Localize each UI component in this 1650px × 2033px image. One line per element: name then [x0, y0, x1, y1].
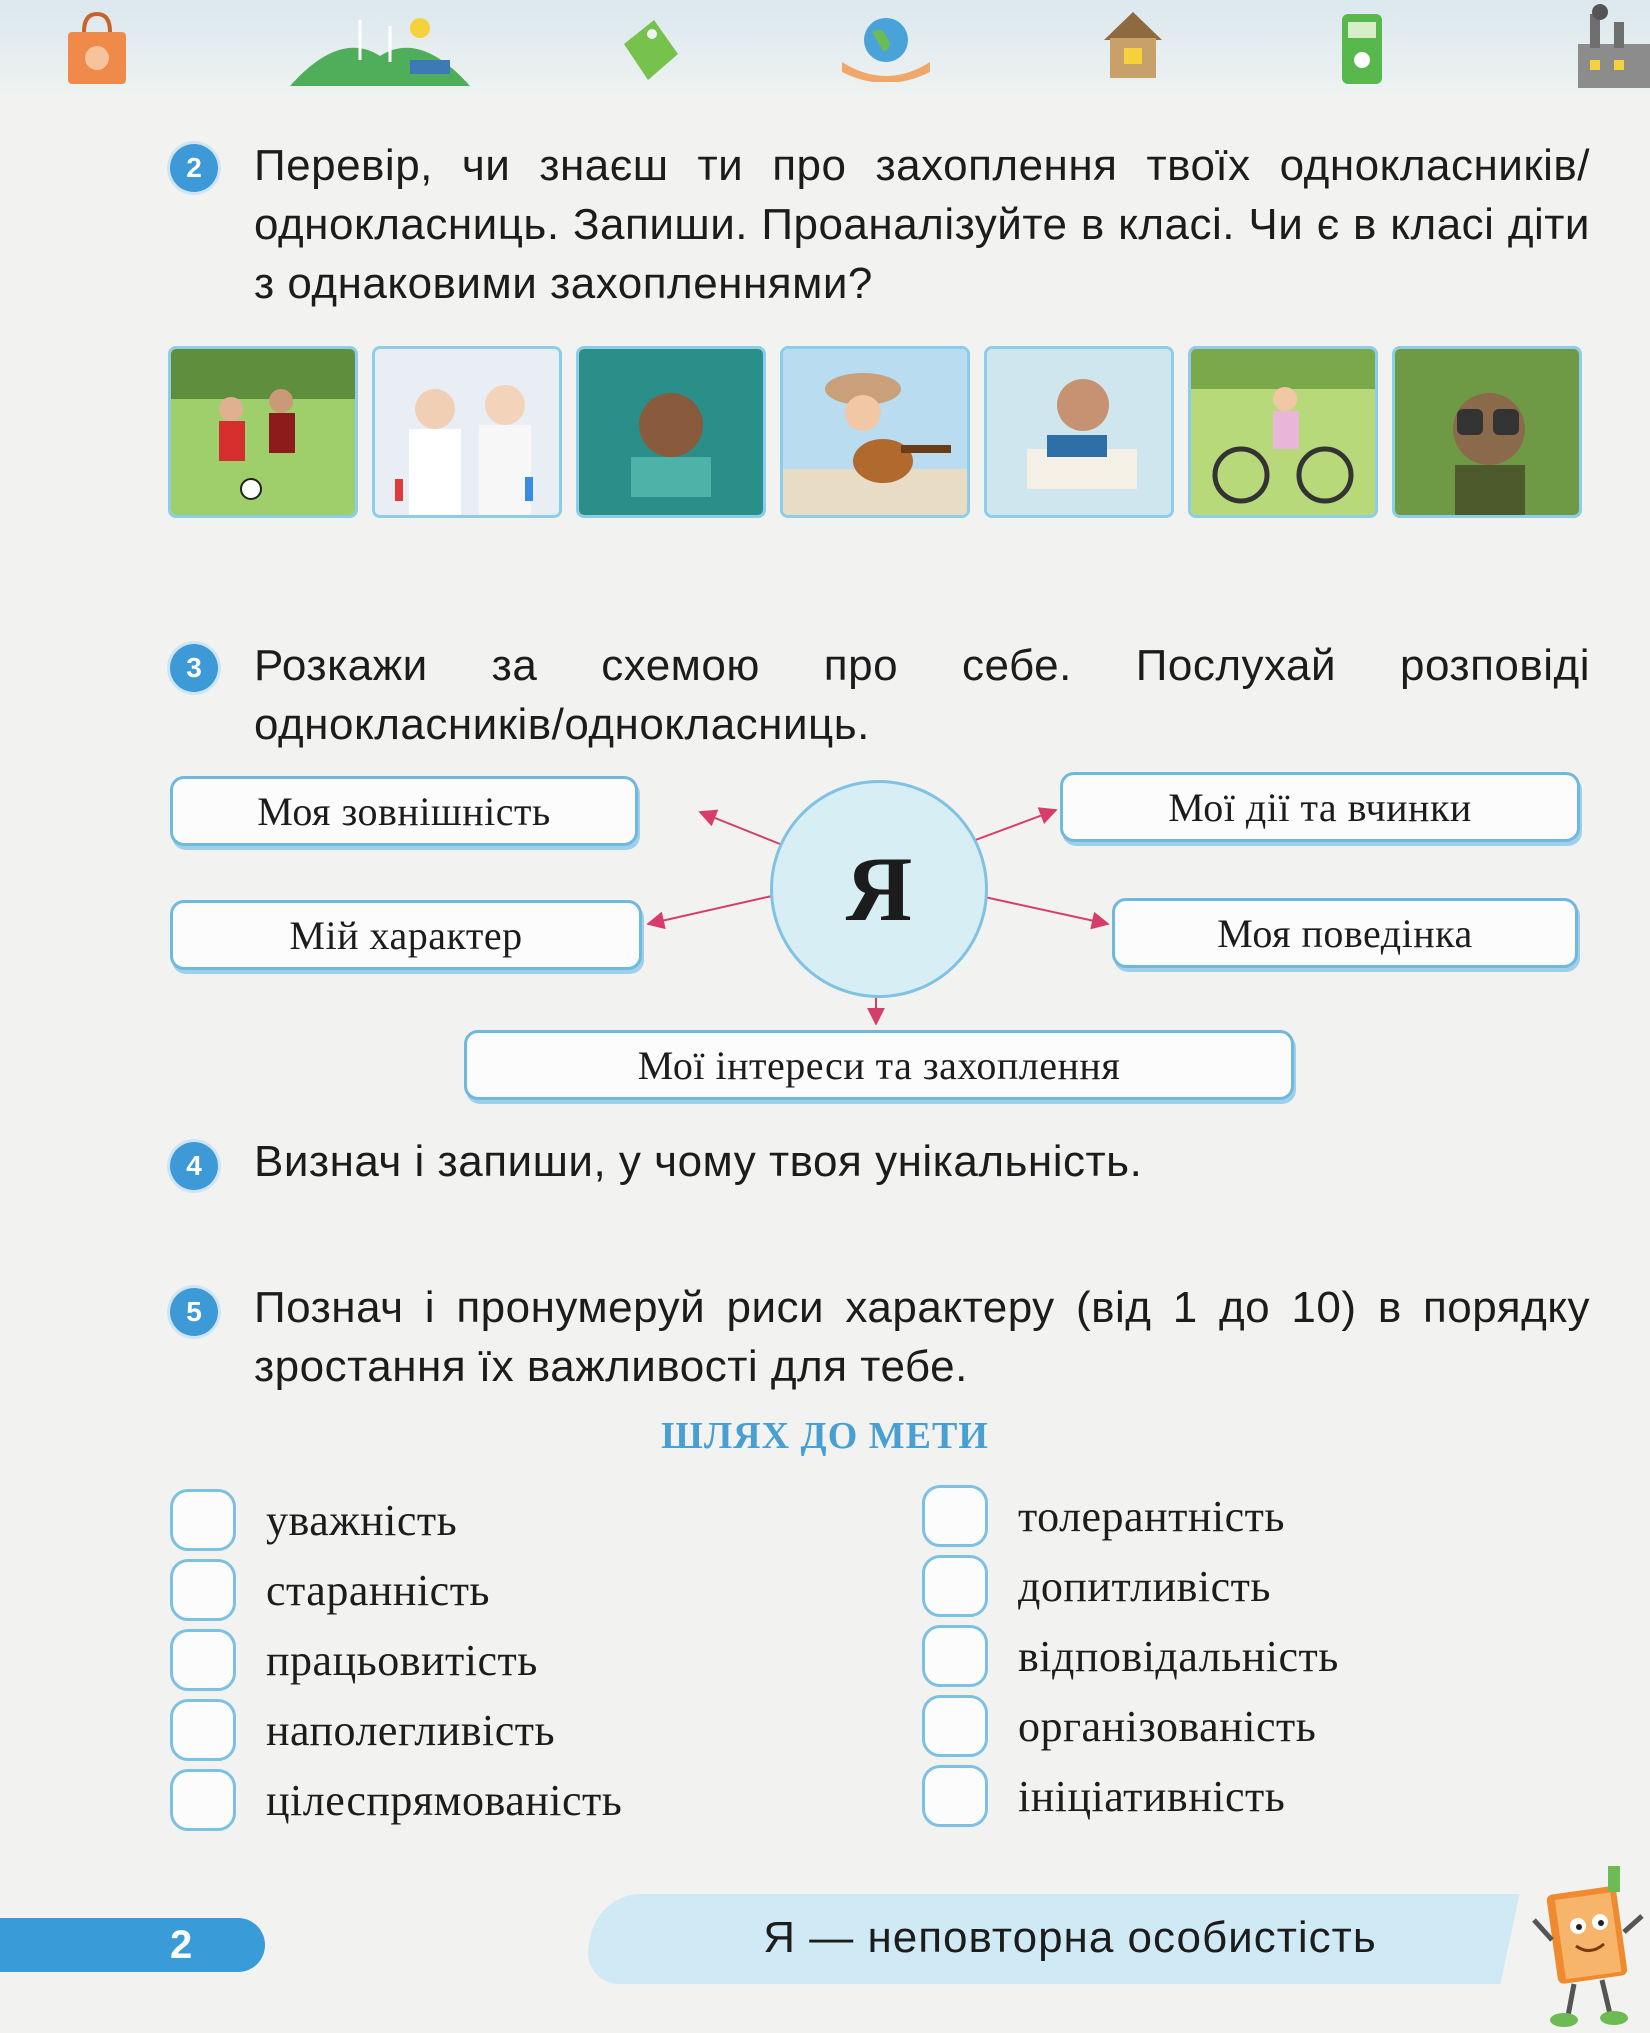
photo-guitar: [780, 346, 970, 518]
schema-box-interests: Мої інтереси та захоплення: [464, 1030, 1294, 1100]
page-number: 2: [0, 1918, 265, 1972]
task-text: Визнач і запиши, у чому твоя унікальність.: [254, 1137, 1143, 1186]
trait-label: уважність: [266, 1495, 458, 1545]
trait-checkbox[interactable]: [170, 1489, 236, 1551]
fuel-pump-icon: [1334, 6, 1394, 86]
top-icon-strip: [0, 0, 1650, 95]
trait-checkbox[interactable]: [922, 1625, 988, 1687]
trait-item[interactable]: [170, 1560, 490, 1620]
trait-item[interactable]: [922, 1696, 1316, 1756]
task-number-badge: 4: [170, 1142, 218, 1190]
trait-item[interactable]: [170, 1630, 538, 1690]
trait-label: відповідальність: [1018, 1631, 1339, 1681]
photo-binoculars: [1392, 346, 1582, 518]
wind-turbines-icon: [290, 10, 470, 86]
task-number-badge: 5: [170, 1288, 218, 1336]
book-mascot-icon: [1530, 1860, 1650, 2030]
trait-label: старанність: [266, 1565, 490, 1615]
task-text: Розкажи за схемою про себе. Послухай розповіді однокласників/однокласниць.: [254, 641, 1590, 749]
task-text: Перевір, чи знаєш ти про захоплення твоїх однокласників/однокласниць. Запиши. Проаналізуйте в класі. Чи є в класі діти з однаковими захопленнями?: [254, 141, 1590, 308]
task-2: [170, 136, 1590, 316]
trait-item[interactable]: [922, 1486, 1285, 1546]
footer-title: Я — неповторна особистість: [763, 1913, 1377, 1962]
task-number-badge: 2: [170, 144, 218, 192]
task-text: Познач і пронумеруй риси характеру (від 1 до 10) в порядку зростання їх важливості для тебе.: [254, 1283, 1590, 1391]
schema-box-character: Мій характер: [170, 900, 642, 970]
schema-box-actions: Мої дії та вчинки: [1060, 772, 1580, 842]
photo-reading: [984, 346, 1174, 518]
photo-science: [372, 346, 562, 518]
task-5: [170, 1278, 1590, 1398]
house-icon: [1100, 6, 1166, 80]
trait-checkbox[interactable]: [922, 1765, 988, 1827]
shopping-bag-icon: [62, 10, 132, 88]
trait-label: організованість: [1018, 1701, 1317, 1751]
schema-box-appearance: Моя зовнішність: [170, 776, 638, 846]
factory-icon: [1570, 4, 1650, 88]
trait-checkbox[interactable]: [170, 1629, 236, 1691]
trait-checkbox[interactable]: [922, 1485, 988, 1547]
task-3: [170, 636, 1590, 756]
eco-tag-icon: [614, 14, 684, 90]
trait-label: цілеспрямованість: [266, 1775, 623, 1825]
trait-item[interactable]: [170, 1490, 457, 1550]
planet-hands-icon: [838, 12, 934, 82]
trait-item[interactable]: [170, 1770, 622, 1830]
task-number-badge: 3: [170, 644, 218, 692]
trait-label: допитливість: [1018, 1561, 1271, 1611]
trait-item[interactable]: [170, 1700, 555, 1760]
trait-item[interactable]: [922, 1766, 1285, 1826]
trait-checkbox[interactable]: [170, 1769, 236, 1831]
hobby-photo-row: [168, 346, 1580, 514]
trait-label: толерантність: [1018, 1491, 1285, 1541]
schema-box-behavior: Моя поведінка: [1112, 898, 1578, 968]
trait-label: наполегливість: [266, 1705, 556, 1755]
trait-item[interactable]: [922, 1626, 1339, 1686]
schema-center-me: Я: [770, 780, 988, 998]
photo-swimming: [576, 346, 766, 518]
trait-checkbox[interactable]: [922, 1555, 988, 1617]
task-4: [170, 1132, 1590, 1196]
photo-cycling: [1188, 346, 1378, 518]
trait-checkbox[interactable]: [170, 1559, 236, 1621]
section-title: ШЛЯХ ДО МЕТИ: [661, 1415, 989, 1457]
trait-label: працьовитість: [266, 1635, 538, 1685]
trait-checkbox[interactable]: [170, 1699, 236, 1761]
photo-football: [168, 346, 358, 518]
trait-label: ініціативність: [1018, 1771, 1286, 1821]
trait-item[interactable]: [922, 1556, 1271, 1616]
trait-checkbox[interactable]: [922, 1695, 988, 1757]
